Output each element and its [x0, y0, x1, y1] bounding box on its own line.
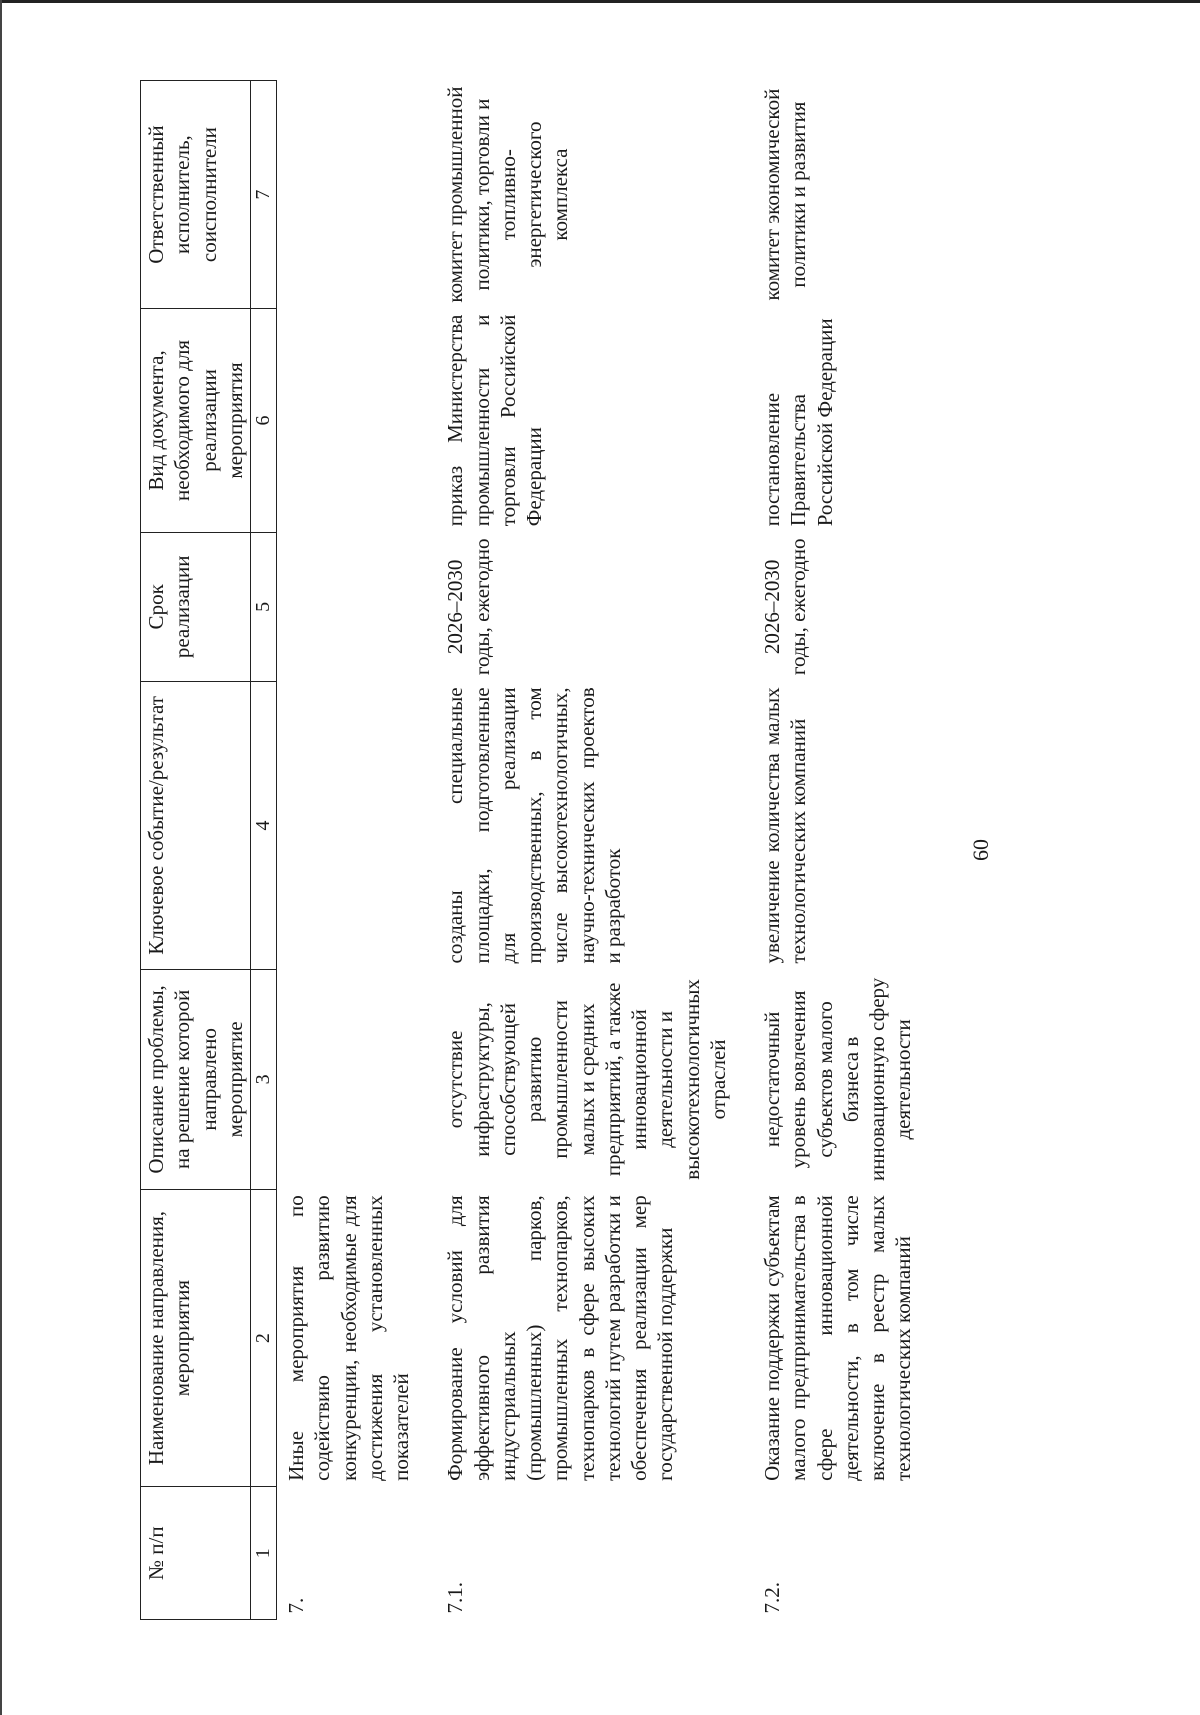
responsible-executor: комитет промышленной политики, торговли и топливно-энергетического комплекса	[443, 86, 573, 303]
table-row	[277, 81, 437, 1620]
column-number: 2	[251, 1189, 277, 1487]
header-cell-document: Вид документа, необходимого для реализации мероприятия	[141, 309, 251, 533]
key-result	[277, 681, 437, 969]
implementation-term: 2026–2030 годы, ежегодно	[443, 538, 494, 676]
header-cell-responsible: Ответственный исполнитель, соисполнители	[141, 81, 251, 309]
table-row	[436, 81, 753, 1620]
key-result: увеличение количества малых технологических компаний	[760, 687, 811, 964]
header-cell-term: Срок реализации	[141, 532, 251, 681]
measure-name: Формирование условий для эффективного развития индустриальных (промышленных) парков, промышленных технопарков, технопарков в сфере высоких технологий путем разработки и обеспечения реализации мер государственной поддержки	[443, 1195, 678, 1481]
column-number: 1	[251, 1487, 277, 1620]
measure-name: Иные мероприятия по содействию развитию конкуренции, необходимые для достижения установленных показателей	[284, 1195, 413, 1481]
implementation-term: 2026–2030 годы, ежегодно	[760, 538, 811, 676]
implementation-term	[277, 532, 437, 681]
row-number: 7.	[284, 1597, 308, 1614]
document-type: приказ Министерства промышленности и торговли Российской Федерации	[443, 314, 546, 527]
problem-description: отсутствие инфраструктуры, способствующей развитию промышленности малых и средних предприятий, а также инновационной деятельности и высокотехнологичных отраслей	[443, 979, 730, 1180]
measure-name: Оказание поддержки субъектам малого предпринимательства в сфере инновационной деятельности, в том числе включение в реестр малых технологических компаний	[760, 1195, 916, 1481]
table-row	[753, 81, 939, 1620]
header-cell-result: Ключевое событие/результат	[141, 681, 251, 969]
column-number: 3	[251, 970, 277, 1190]
column-number: 5	[251, 532, 277, 681]
scan-edge-top	[0, 0, 1200, 3]
document-type	[277, 309, 437, 533]
document-type: постановление Правительства Российской Федерации	[760, 318, 837, 527]
scan-edge-left	[0, 0, 2, 1715]
measures-table	[140, 80, 939, 1620]
responsible-executor: комитет экономической политики и развития	[760, 88, 811, 301]
header-row	[141, 81, 251, 1620]
header-cell-problem: Описание проблемы, на решение которой направлено мероприятие	[141, 970, 251, 1190]
row-number: 7.1.	[443, 1582, 468, 1614]
column-number: 7	[251, 81, 277, 309]
column-number: 6	[251, 309, 277, 533]
column-number: 4	[251, 681, 277, 969]
column-number-row	[251, 81, 277, 1620]
responsible-executor	[277, 81, 437, 309]
header-cell-name: Наименование направления, мероприятия	[141, 1189, 251, 1487]
page-number: 60	[968, 839, 993, 861]
problem-description	[277, 970, 437, 1190]
row-number: 7.2.	[760, 1582, 784, 1614]
problem-description: недостаточный уровень вовлечения субъектов малого бизнеса в инновационную сферу деятельности	[760, 977, 916, 1182]
rotated-page	[100, 80, 1100, 1660]
header-cell-number: № п/п	[141, 1487, 251, 1620]
key-result: созданы специальные площадки, подготовленные для реализации производственных, в том числе высокотехнологичных, научно-технических проектов и разработок	[443, 687, 625, 964]
